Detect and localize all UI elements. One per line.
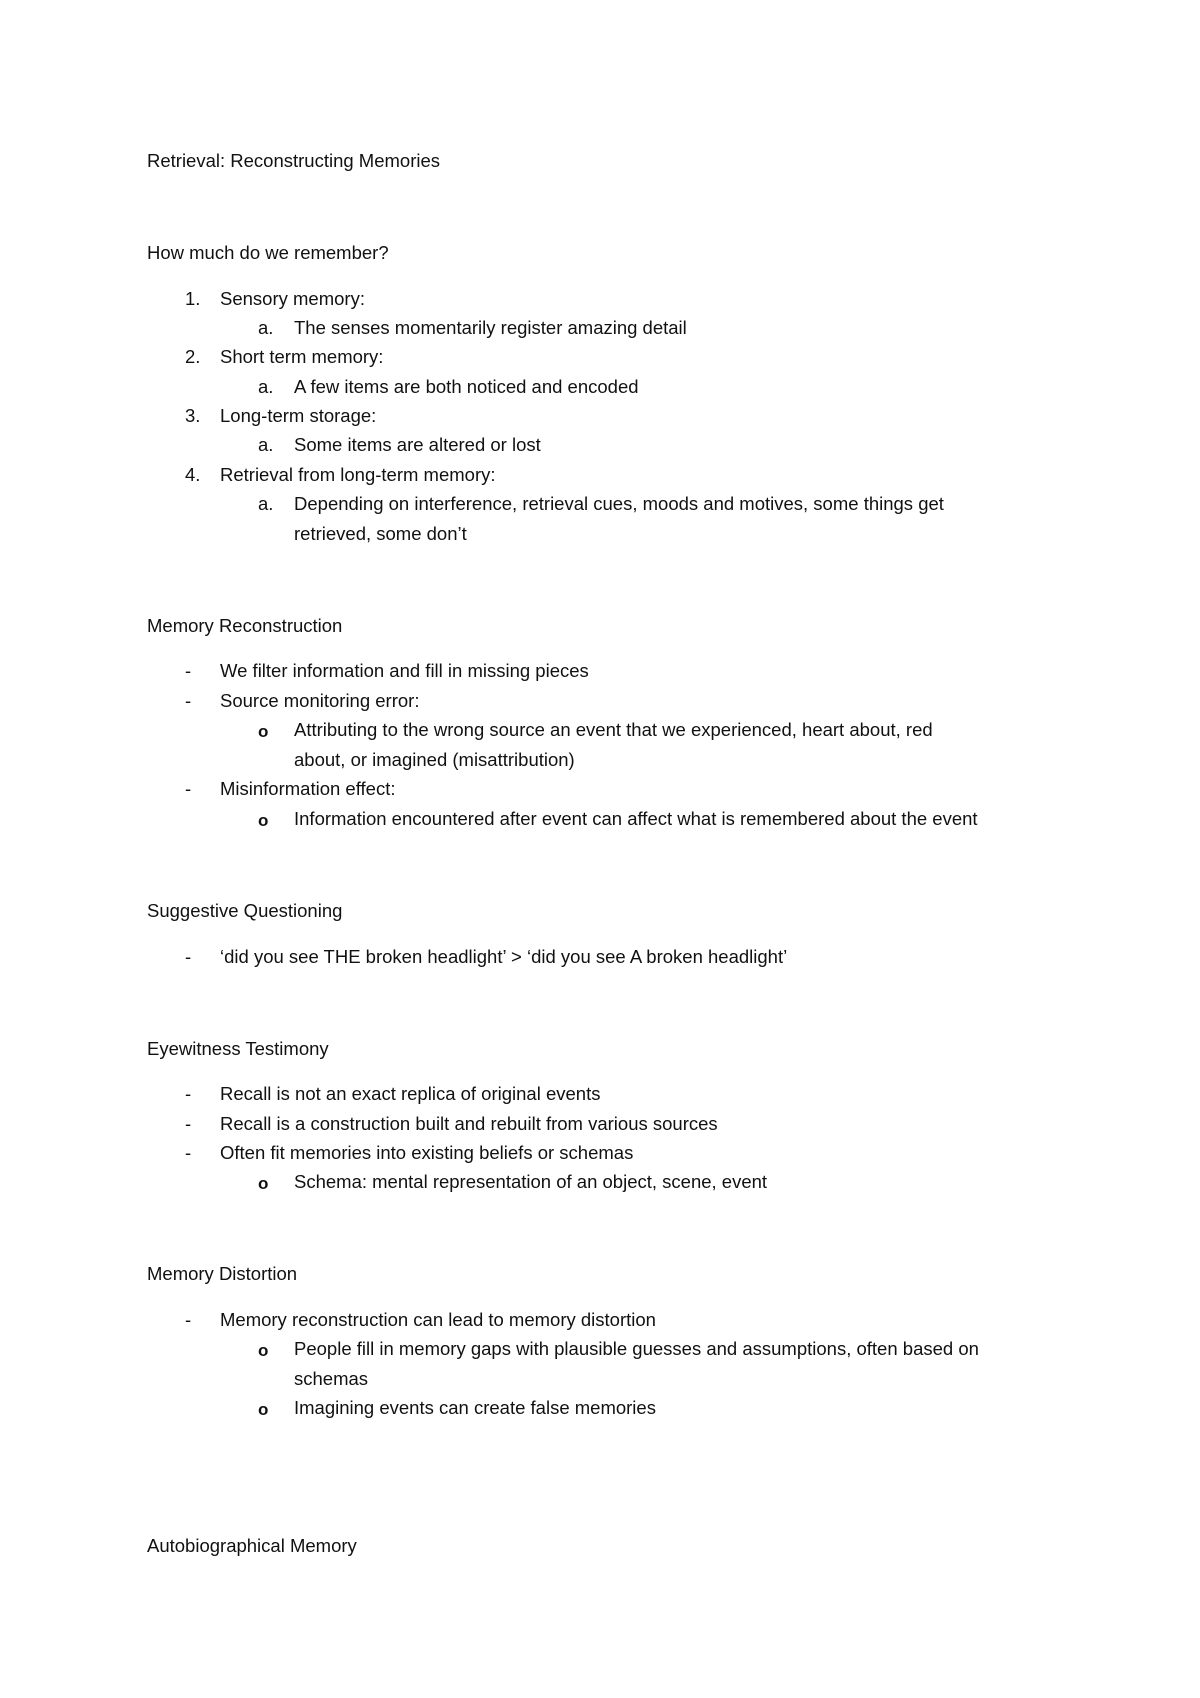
list-item: Sensory memory: bbox=[220, 288, 365, 309]
list-item: Recall is not an exact replica of original events bbox=[220, 1083, 601, 1104]
sub-list-item: Depending on interference, retrieval cues, moods and motives, some things get bbox=[294, 493, 944, 514]
section-heading: Memory Distortion bbox=[147, 1263, 298, 1284]
list-item: Retrieval from long-term memory: bbox=[220, 464, 496, 485]
list-marker: - bbox=[185, 660, 192, 681]
sub-list-item-continuation: about, or imagined (misattribution) bbox=[294, 749, 575, 770]
list-item: We filter information and fill in missing pieces bbox=[220, 660, 589, 681]
sub-list-marker: o bbox=[258, 1174, 269, 1193]
list-item: Source monitoring error: bbox=[220, 690, 420, 711]
section-heading: Eyewitness Testimony bbox=[147, 1038, 329, 1059]
list-item: Misinformation effect: bbox=[220, 778, 396, 799]
list-marker: - bbox=[185, 946, 192, 967]
list-item: Memory reconstruction can lead to memory distortion bbox=[220, 1309, 656, 1330]
list-item: Recall is a construction built and rebuilt from various sources bbox=[220, 1113, 718, 1134]
list-marker: - bbox=[185, 1142, 192, 1163]
list-marker: - bbox=[185, 1083, 192, 1104]
sub-list-marker: a. bbox=[258, 317, 274, 338]
sub-list-item: A few items are both noticed and encoded bbox=[294, 376, 639, 397]
list-item: Often fit memories into existing beliefs or schemas bbox=[220, 1142, 634, 1163]
list-marker: - bbox=[185, 1113, 192, 1134]
sub-list-item: Some items are altered or lost bbox=[294, 434, 541, 455]
section-heading: Autobiographical Memory bbox=[147, 1535, 357, 1556]
section-heading: Suggestive Questioning bbox=[147, 900, 343, 921]
list-item: ‘did you see THE broken headlight’ > ‘did you see A broken headlight’ bbox=[220, 946, 788, 967]
list-marker: 2. bbox=[185, 346, 201, 367]
sub-list-marker: a. bbox=[258, 434, 274, 455]
list-marker: 3. bbox=[185, 405, 201, 426]
sub-list-item-continuation: retrieved, some don’t bbox=[294, 523, 467, 544]
sub-list-item: Attributing to the wrong source an event that we experienced, heart about, red bbox=[294, 719, 933, 740]
section-heading: Memory Reconstruction bbox=[147, 615, 343, 636]
sub-list-item: The senses momentarily register amazing detail bbox=[294, 317, 687, 338]
list-item: Short term memory: bbox=[220, 346, 384, 367]
list-marker: - bbox=[185, 690, 192, 711]
list-marker: - bbox=[185, 1309, 192, 1330]
sub-list-marker: a. bbox=[258, 493, 274, 514]
sub-list-item: Information encountered after event can affect what is remembered about the event bbox=[294, 808, 978, 829]
sub-list-item: Schema: mental representation of an object, scene, event bbox=[294, 1171, 768, 1192]
list-marker: 4. bbox=[185, 464, 201, 485]
sub-list-marker: o bbox=[258, 722, 269, 741]
list-marker: - bbox=[185, 778, 192, 799]
sub-list-marker: o bbox=[258, 1341, 269, 1360]
list-item: Long-term storage: bbox=[220, 405, 377, 426]
list-marker: 1. bbox=[185, 288, 201, 309]
sub-list-marker: o bbox=[258, 811, 269, 830]
sub-list-item-continuation: schemas bbox=[294, 1368, 369, 1389]
section-heading: How much do we remember? bbox=[147, 242, 389, 263]
sub-list-marker: o bbox=[258, 1400, 269, 1419]
sub-list-item: Imagining events can create false memories bbox=[294, 1397, 656, 1418]
sub-list-marker: a. bbox=[258, 376, 274, 397]
document-title: Retrieval: Reconstructing Memories bbox=[147, 150, 441, 171]
sub-list-item: People fill in memory gaps with plausible guesses and assumptions, often based on bbox=[294, 1338, 979, 1359]
